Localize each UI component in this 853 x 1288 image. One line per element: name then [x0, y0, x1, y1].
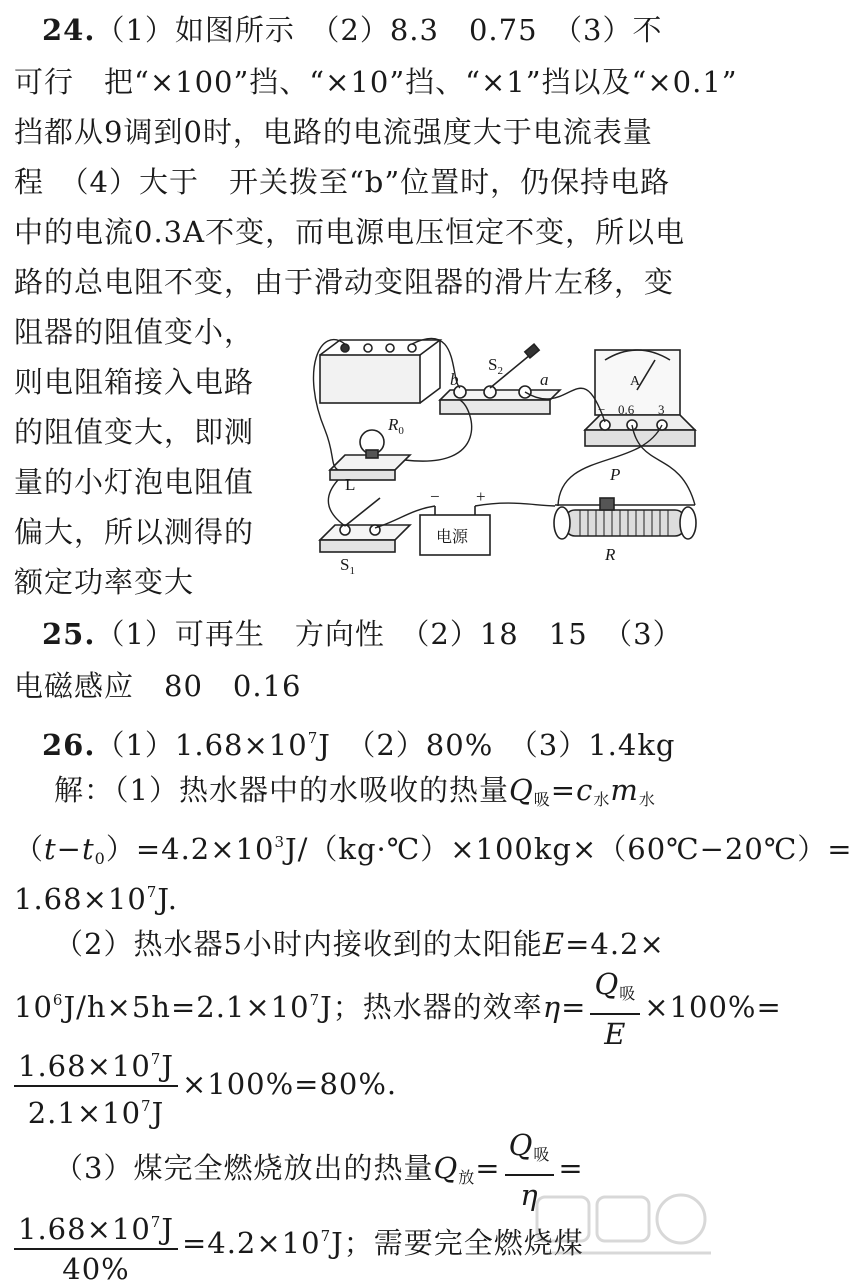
heat-value-fraction: $\frac{1.68\times 10^7J}{40\%}$: [14, 1203, 178, 1288]
label-l: L: [345, 475, 356, 494]
resistance-box-r0: [320, 340, 440, 403]
q24-line-1: 24.（1）如图所示 （2）8.3 0.75 （3）不: [42, 13, 663, 47]
label-s1: $S_1$: [340, 555, 355, 577]
q26-solution-1: 解：（1）热水器中的水吸收的热量$Q_吸=c_水m_水$: [54, 773, 656, 809]
heat-fraction: $\frac{Q_吸}{\eta}$: [505, 1126, 555, 1214]
q26-solution-8: $\frac{1.68\times 10^7J}{40\%}$ $=4.2\times 10^7J$；需要完全燃烧煤: [14, 1196, 717, 1288]
q24-line-8: 则电阻箱接入电路: [14, 365, 255, 399]
q25-number: 25.: [42, 617, 96, 651]
q24-line-5: 中的电流0.3A不变，而电源电压恒定不变，所以电: [14, 215, 686, 249]
label-terminal-3: 3: [658, 402, 665, 417]
q26-number: 26.: [42, 728, 96, 762]
label-terminal-minus: −: [598, 402, 606, 417]
q24-line-3: 挡都从9调到0时，电路的电流强度大于电流表量: [14, 115, 653, 149]
label-ammeter-a: A: [630, 374, 641, 389]
switch-s1: [320, 498, 410, 552]
watermark-logo: [531, 1191, 721, 1279]
q26-solution-6: $\frac{1.68\times 10^7J}{2.1\times 10^7J}$ ×100%=80%.: [14, 1040, 717, 1132]
bulb-l: [330, 430, 410, 480]
label-p: P: [610, 465, 621, 484]
label-a: a: [540, 370, 549, 389]
q26-solution-7: （3）煤完全燃烧放出的热量$Q_放=$ $\frac{Q_吸}{\eta}$ =: [54, 1128, 584, 1212]
q24-number: 24.: [42, 13, 96, 47]
rheostat-r: [554, 498, 696, 539]
q24-line-9: 的阻值变大，即测: [14, 415, 255, 449]
ammeter: [585, 350, 695, 446]
label-battery-minus: −: [430, 487, 440, 506]
q24-line-12: 额定功率变大: [14, 565, 195, 599]
efficiency-fraction: $\frac{Q_吸}{E}$: [590, 965, 640, 1053]
q26-line-1: $26.(1)1.68\times 10^7J$ （2）80% （3）1.4kg: [42, 728, 676, 762]
q26-solution-5: $10^6J/h\times 5h=2.1\times 10^7J$；热水器的效率η= $\frac{Q_吸}{E}$ ×100%=: [14, 967, 782, 1051]
q26-solution-4: （2）热水器5小时内接收到的太阳能E=4.2×: [54, 927, 665, 961]
label-terminal-06: 0.6: [618, 402, 635, 417]
q26-solution-3: $1.68\times 10^7J$.: [14, 882, 178, 916]
label-r: R: [605, 545, 616, 564]
label-battery-plus: +: [476, 487, 486, 506]
q25-line-1: 25.（1）可再生 方向性 （2）18 15 （3）: [42, 617, 683, 651]
efficiency-value-fraction: $\frac{1.68\times 10^7J}{2.1\times 10^7J}$: [14, 1040, 178, 1132]
label-r0: $R_0$: [388, 415, 404, 437]
circuit-diagram: [300, 330, 720, 600]
q24-line-11: 偏大，所以测得的: [14, 515, 255, 549]
q24-line-10: 量的小灯泡电阻值: [14, 465, 255, 499]
q24-line-7: 阻器的阻值变小，: [14, 315, 255, 349]
q24-line-4: 程 （4）大于 开关拨至“b”位置时，仍保持电路: [14, 165, 671, 199]
q25-line-2: 电磁感应 80 0.16: [14, 669, 302, 703]
label-power-source: 电源: [436, 527, 469, 546]
label-b: b: [450, 370, 459, 389]
q24-line-6: 路的总电阻不变，由于滑动变阻器的滑片左移，变: [14, 265, 675, 299]
q24-line-2: 可行 把“×100”挡、“×10”挡、“×1”挡以及“×0.1”: [14, 65, 738, 99]
q26-solution-2: $(t-t_0)=4.2\times 10^3J/(kg\cdot℃)\times 100kg\times(60℃-20℃)=$: [14, 832, 853, 868]
label-s2: $S_2$: [488, 355, 503, 377]
